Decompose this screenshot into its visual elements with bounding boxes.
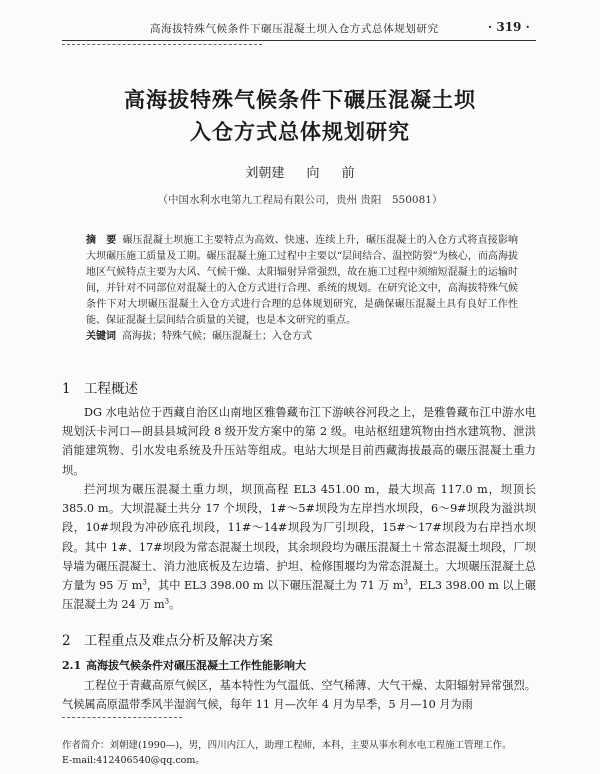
abstract-label: 摘 要	[86, 235, 117, 246]
paragraph-2	[62, 480, 536, 614]
subsection-number: 2.1	[62, 659, 82, 672]
affiliation: （中国水利水电第九工程局有限公司，贵州 贵阳 550081）	[157, 194, 443, 206]
keywords	[86, 329, 518, 345]
paragraph-2-part-d: 。	[169, 598, 181, 612]
footnote-line1: 作者简介：刘朝建(1990—)，男，四川内江人，助理工程师，本科，主要从事水利水电工程施工管理工作。	[62, 740, 512, 751]
section-number: 1	[62, 381, 71, 397]
section-number: 2	[62, 633, 71, 649]
authors: 刘朝建 向 前	[245, 166, 355, 181]
page-number: · 319 ·	[488, 20, 530, 34]
section-title: 工程概述	[84, 381, 138, 397]
subsection-heading-2-1	[62, 657, 306, 673]
paragraph-1: DG 水电站位于西藏自治区山南地区雅鲁藏布江下游峡谷河段之上，是雅鲁藏布江中游水电规划沃卡河口—朗县县城河段 8 级开发方案中的第 2 级。电站枢纽建筑物由挡水建筑物、泄洪消能建筑物、引水发电系统及升压站等组成。电站大坝是目前西藏海拔最高的碾压混凝土重力坝。	[62, 406, 536, 477]
superscript: 3	[164, 597, 170, 606]
footnote	[62, 738, 536, 768]
keywords-text: 高海拔；特殊气候；碾压混凝土；入仓方式	[122, 331, 312, 342]
section-title: 工程重点及难点分析及解决方案	[84, 633, 273, 649]
abstract	[86, 233, 518, 329]
paper-title-line1: 高海拔特殊气候条件下碾压混凝土坝	[124, 87, 476, 112]
section-heading-1	[62, 377, 138, 397]
footnote-rule	[62, 717, 182, 718]
paragraph-2-part-c: ，EL3 398.00 m 以上碾压混凝土为 24 万 m	[62, 579, 536, 612]
paragraph-2-part-b: ，其中 EL3 398.00 m 以下碾压混凝土为 71 万 m	[146, 579, 404, 593]
header-rule	[62, 40, 536, 41]
footnote-line2: E-mail:412406540@qq.com。	[62, 755, 205, 766]
abstract-text: 碾压混凝土坝施工主要特点为高效、快速、连续上升，碾压混凝土的入仓方式将直接影响大坝碾压施工质量及工期。碾压混凝土施工过程中主要以“层间结合、温控防裂”为核心，而高海拔地区气候特点主要为大风、气候干燥、太阳辐射异常强烈，故在施工过程中须缩短混凝土的运输时间，并针对不同部位对混凝土的入仓方式进行合理、系统的规划。在研究论文中，高海拔特殊气候条件下对大坝碾压混凝土入仓方式进行合理的总体规划研究，是确保碾压混凝土具有良好工作性能、保证混凝土层间结合质量的关键，也是本文研究的重点。	[86, 235, 519, 326]
paper-title-line2: 入仓方式总体规划研究	[190, 119, 410, 144]
keywords-label: 关键词	[86, 331, 116, 342]
section-heading-2	[62, 629, 273, 649]
header-dash	[62, 44, 262, 45]
superscript: 3	[403, 578, 409, 587]
superscript: 3	[142, 578, 147, 587]
running-title: 高海拔特殊气候条件下碾压混凝土坝入仓方式总体规划研究	[150, 23, 439, 35]
paragraph-3: 工程位于青藏高原气候区，基本特性为气温低、空气稀薄、大气干燥、太阳辐射异常强烈。气候属高原温带季风半湿润气候，每年 11 月—次年 4 月为旱季，5 月—10 月为雨	[62, 679, 536, 712]
subsection-title: 高海拔气候条件对碾压混凝土工作性能影响大	[86, 659, 306, 672]
paragraph-2-part-a: 拦河坝为碾压混凝土重力坝，坝顶高程 EL3 451.00 m，最大坝高 117.0 m，坝顶长 385.0 m。大坝混凝土共分 17 个坝段，1#～5#坝段为左岸挡水坝段，6～9#坝段为溢洪坝段，10#坝段为冲砂底孔坝段，11#～14#坝段为厂引坝段，15#～17#坝段为右岸挡水坝段。其中 1#、17#坝段为常态混凝土坝段，其余坝段均为碾压混凝土＋常态混凝土坝段，厂坝导墙为碾压混凝土、消力池底板及左边墙、护坦、检修围堰均为常态混凝土。大坝碾压混凝土总方量为 95 万 m	[62, 483, 536, 593]
